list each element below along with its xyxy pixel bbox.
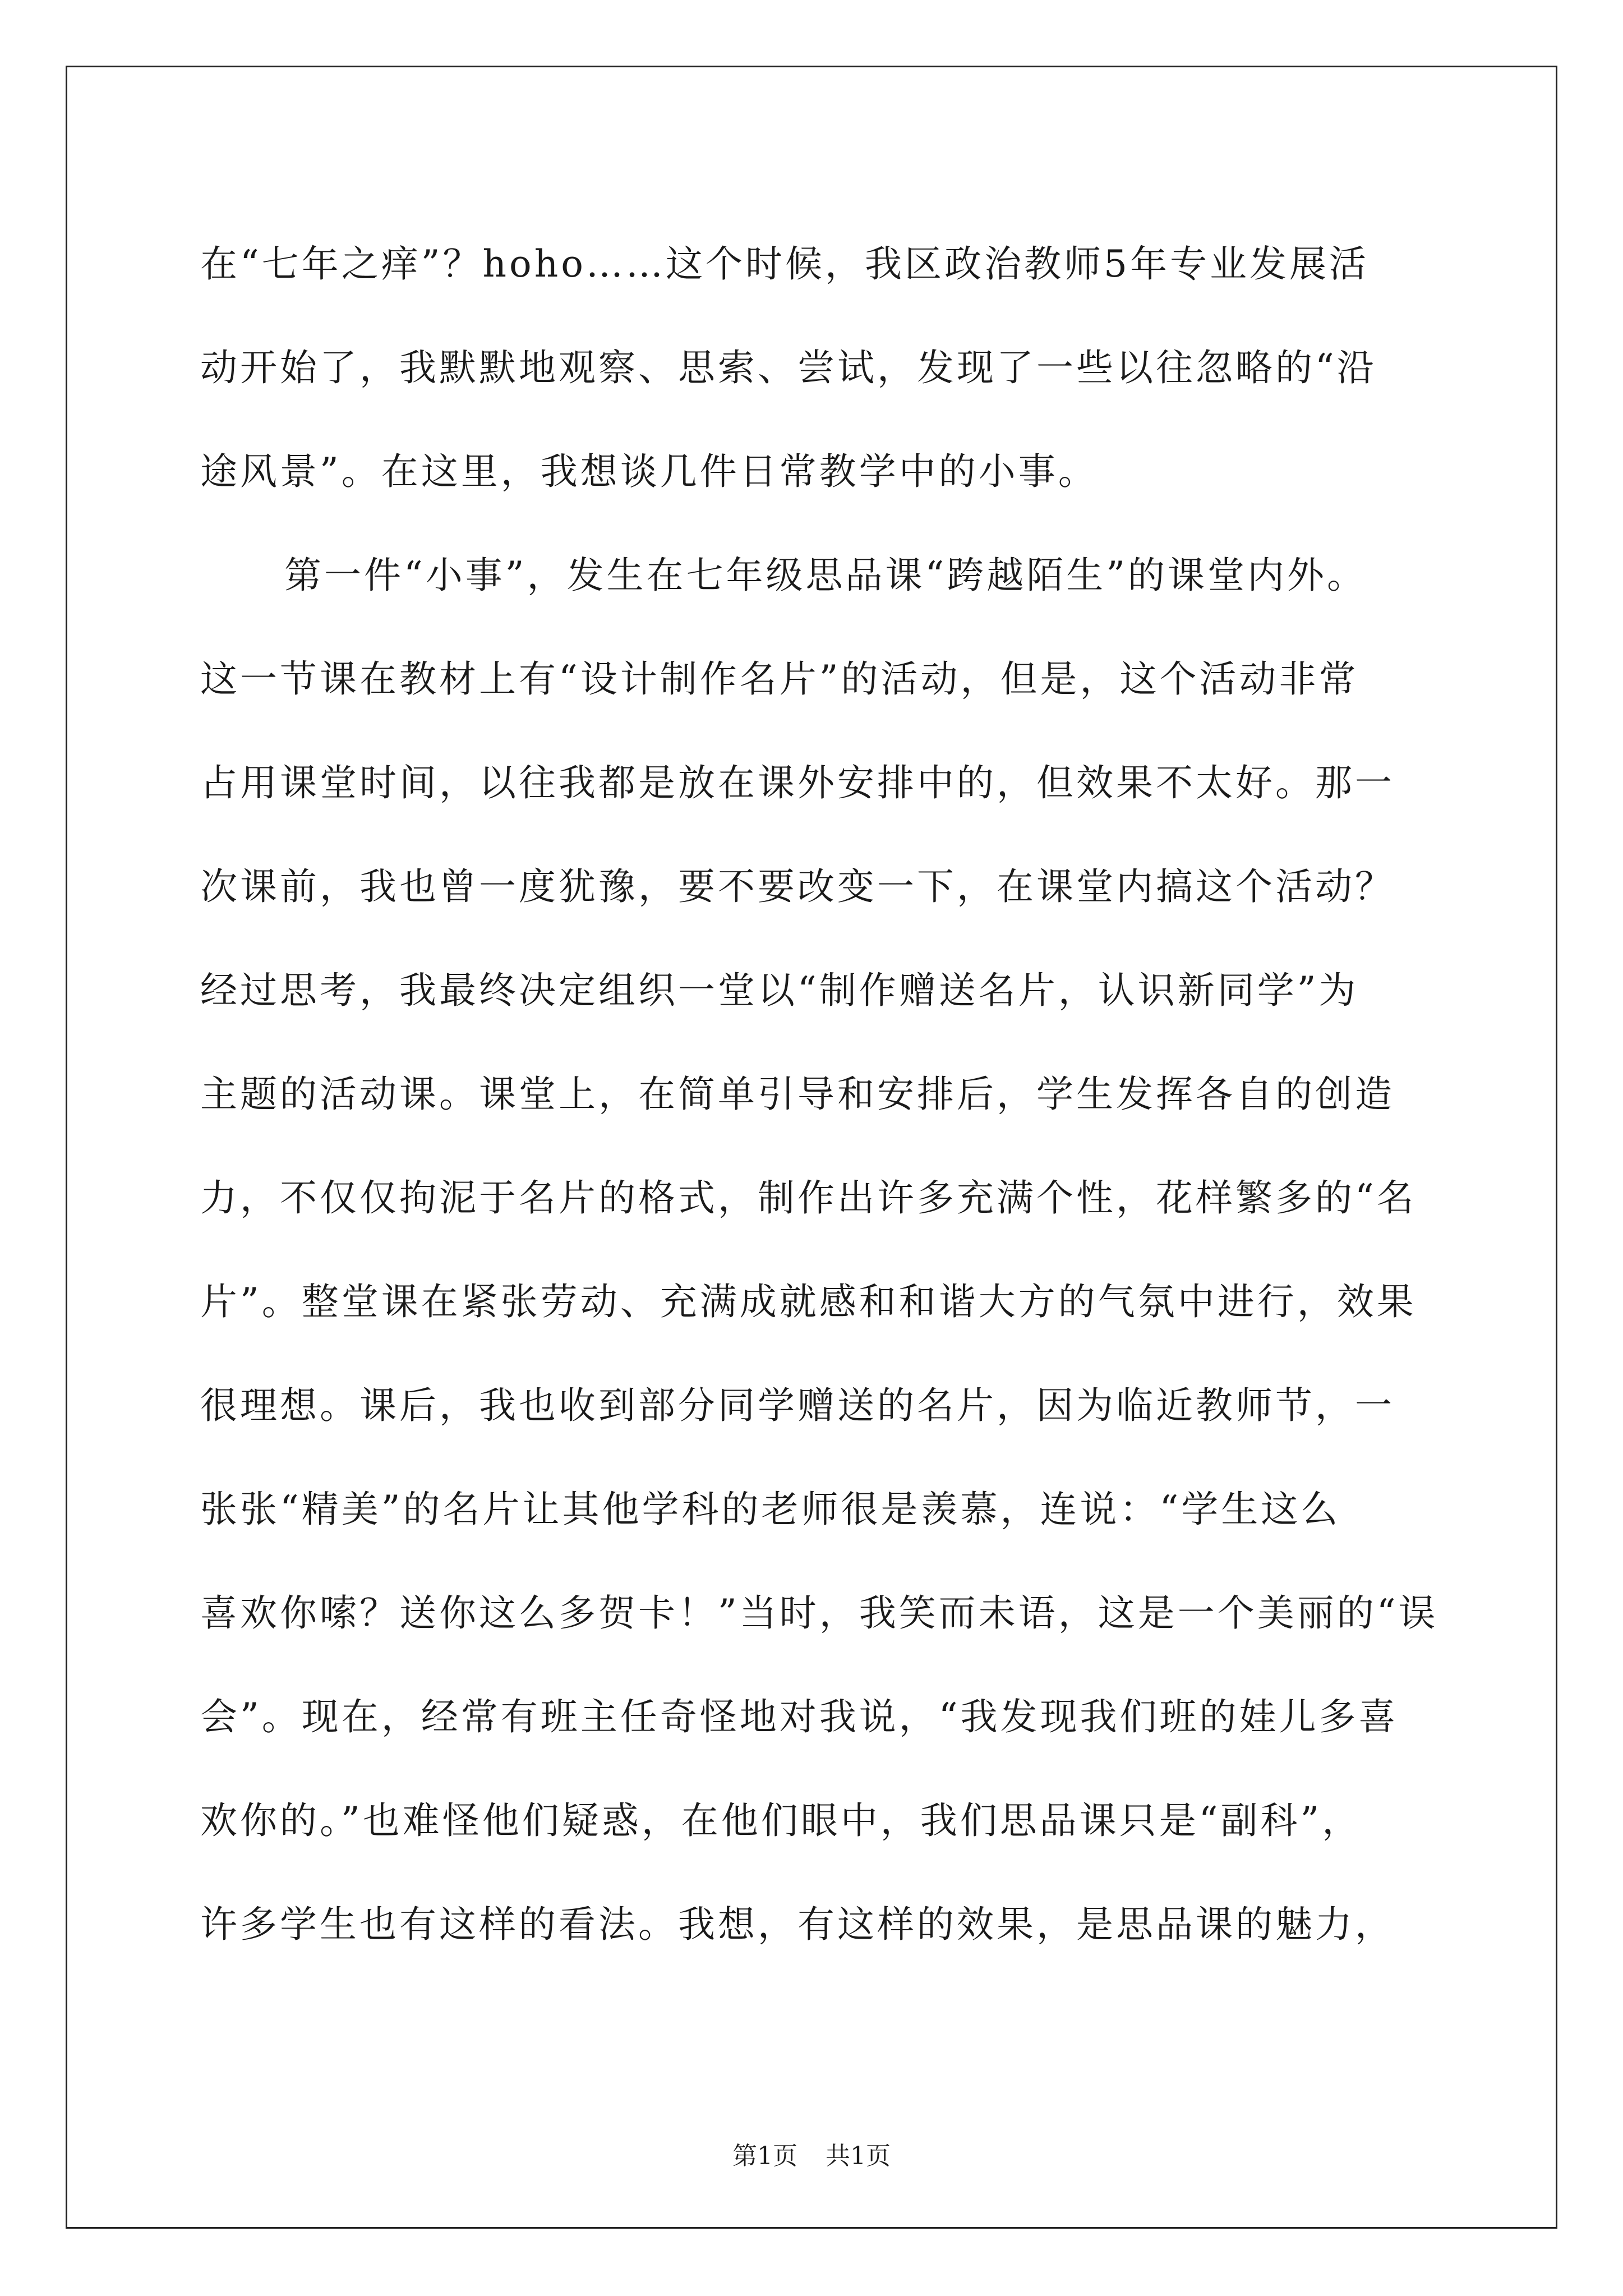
text-line: 经过思考，我最终决定组织一堂以“制作赠送名片，认识新同学”为: [200, 969, 1359, 1012]
text-line: 途风景”。在这里，我想谈几件日常教学中的小事。: [200, 450, 1098, 493]
text-line: 占用课堂时间，以往我都是放在课外安排中的，但效果不太好。那一: [200, 761, 1395, 804]
text-line: 喜欢你嗦？送你这么多贺卡！”当时，我笑而未语，这是一个美丽的“误: [200, 1591, 1438, 1635]
text-line: 这一节课在教材上有“设计制作名片”的活动，但是，这个活动非常: [200, 657, 1359, 701]
text-line: 动开始了，我默默地观察、思索、尝试，发现了一些以往忽略的“沿: [200, 346, 1377, 389]
text-line: 力，不仅仅拘泥于名片的格式，制作出许多充满个性，花样繁多的“名: [200, 1176, 1417, 1220]
text-line: 会”。现在，经常有班主任奇怪地对我说，“我发现我们班的娃儿多喜: [200, 1695, 1399, 1738]
document-body: [200, 212, 1438, 1976]
text-line: 欢你的。”也难怪他们疑惑，在他们眼中，我们思品课只是“副科”，: [200, 1799, 1362, 1842]
text-line: 张张“精美”的名片让其他学科的老师很是羡慕，连说：“学生这么: [200, 1488, 1341, 1531]
text-line: 次课前，我也曾一度犹豫，要不要改变一下，在课堂内搞这个活动？: [200, 865, 1395, 908]
text-line: 主题的活动课。课堂上，在简单引导和安排后，学生发挥各自的创造: [200, 1073, 1395, 1116]
page-number: 第1页: [732, 2142, 797, 2170]
text-line: 片”。整堂课在紧张劳动、充满成就感和和谐大方的气氛中进行，效果: [200, 1280, 1417, 1323]
text-line: 许多学生也有这样的看法。我想，有这样的效果，是思品课的魅力，: [200, 1903, 1395, 1946]
text-line: 很理想。课后，我也收到部分同学赠送的名片，因为临近教师节，一: [200, 1384, 1395, 1427]
text-line: 在“七年之痒”？hoho……这个时候，我区政治教师5年专业发展活: [200, 242, 1369, 286]
paragraph-start-line: 第一件“小事”，发生在七年级思品课“跨越陌生”的课堂内外。: [284, 554, 1367, 597]
page-total: 共1页: [826, 2142, 891, 2170]
page-footer: [0, 2139, 1623, 2173]
